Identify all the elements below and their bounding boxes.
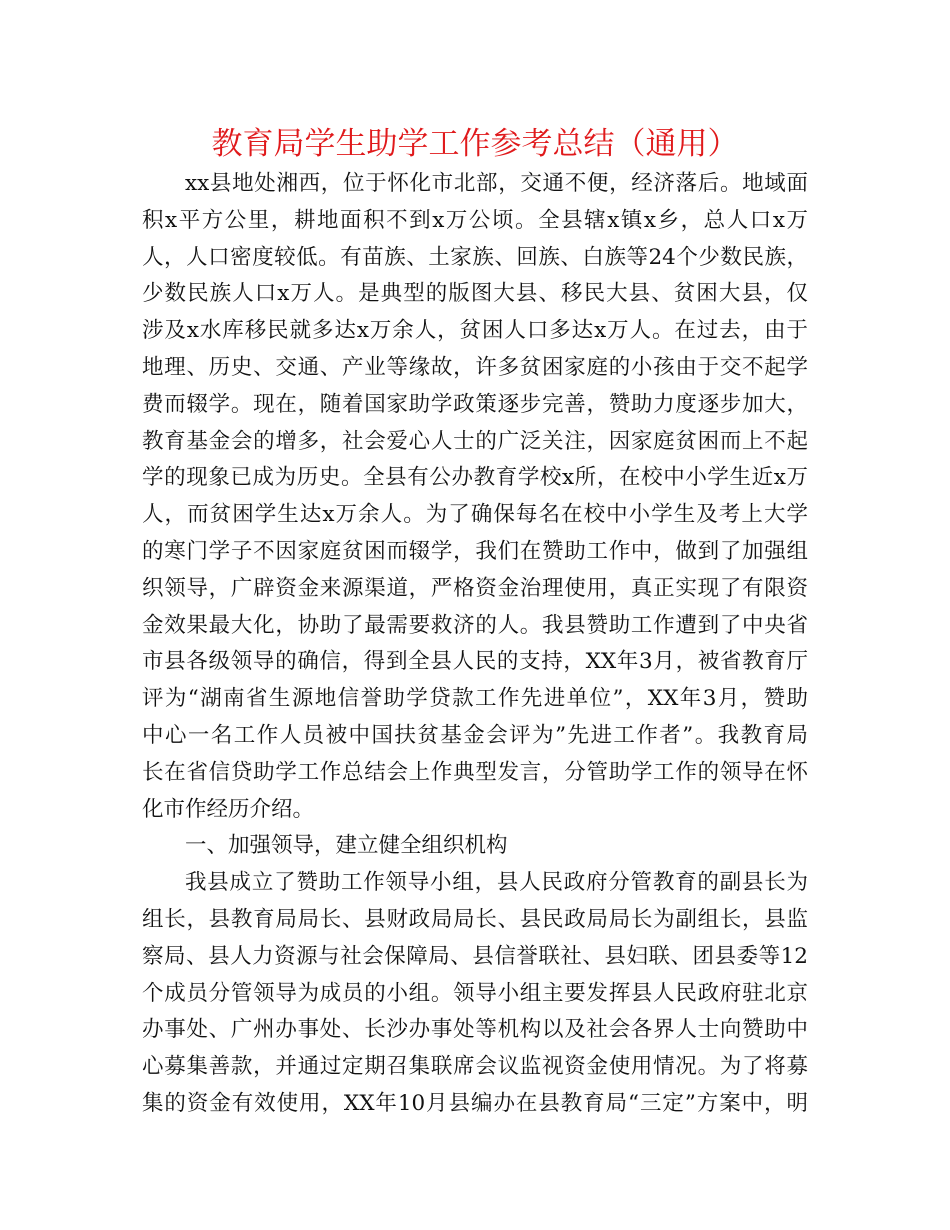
paragraph-line: 办事处、广州办事处、长沙办事处等机构以及社会各界人士向赞助中: [142, 1017, 808, 1043]
paragraph-line: 织领导，广辟资金来源渠道，严格资金治理使用，真正实现了有限资: [142, 575, 808, 601]
paragraph-line: 市县各级领导的确信，得到全县人民的支持，XX年3月，被省教育厅: [142, 649, 808, 675]
paragraph-line: 组长，县教育局局长、县财政局局长、县民政局局长为副组长，县监: [142, 906, 808, 932]
paragraph-line: 我县成立了赞助工作领导小组，县人民政府分管教育的副县长为: [185, 870, 808, 896]
paragraph-line: 涉及x水库移民就多达x万余人，贫困人口多达x万人。在过去，由于: [142, 318, 808, 344]
paragraph-line: 长在省信贷助学工作总结会上作典型发言，分管助学工作的领导在怀: [142, 759, 808, 785]
paragraph-line: 积x平方公里，耕地面积不到x万公顷。全县辖x镇x乡，总人口x万: [142, 207, 808, 233]
paragraph-line: 费而辍学。现在，随着国家助学政策逐步完善，赞助力度逐步加大，: [142, 391, 808, 417]
paragraph-line: 中心一名工作人员被中国扶贫基金会评为”先进工作者”。我教育局: [142, 722, 808, 748]
paragraph-line: 地理、历史、交通、产业等缘故，许多贫困家庭的小孩由于交不起学: [142, 354, 808, 380]
paragraph-line: 的寒门学子不因家庭贫困而辍学，我们在赞助工作中，做到了加强组: [142, 538, 808, 564]
paragraph-line: 化市作经历介绍。: [142, 796, 315, 822]
paragraph-line: 人，人口密度较低。有苗族、土家族、回族、白族等24个少数民族，: [142, 244, 808, 270]
paragraph-line: 金效果最大化，协助了最需要救济的人。我县赞助工作遭到了中央省: [142, 612, 808, 638]
paragraph-line: xx县地处湘西，位于怀化市北部，交通不便，经济落后。地域面: [185, 171, 808, 196]
paragraph-line: 人，而贫困学生达x万余人。为了确保每名在校中小学生及考上大学: [142, 502, 808, 528]
document-body: [142, 166, 808, 1123]
paragraph-line: 个成员分管领导为成员的小组。领导小组主要发挥县人民政府驻北京: [142, 980, 808, 1006]
document-title: 教育局学生助学工作参考总结（通用）: [211, 126, 739, 162]
paragraph-line: 评为“湖南省生源地信誉助学贷款工作先进单位”，XX年3月，赞助: [142, 686, 808, 712]
section-heading: 一、加强领导，建立健全组织机构: [185, 833, 508, 859]
paragraph-line: 学的现象已成为历史。全县有公办教育学校x所，在校中小学生近x万: [142, 465, 808, 491]
paragraph-line: 少数民族人口x万人。是典型的版图大县、移民大县、贫困大县，仅: [142, 281, 808, 307]
paragraph-line: 集的资金有效使用，XX年10月县编办在县教育局“三定”方案中，明: [142, 1090, 808, 1116]
paragraph-line: 察局、县人力资源与社会保障局、县信誉联社、县妇联、团县委等12: [142, 943, 808, 969]
paragraph-line: 教育基金会的增多，社会爱心人士的广泛关注，因家庭贫困而上不起: [142, 428, 808, 454]
paragraph-line: 心募集善款，并通过定期召集联席会议监视资金使用情况。为了将募: [142, 1054, 808, 1080]
